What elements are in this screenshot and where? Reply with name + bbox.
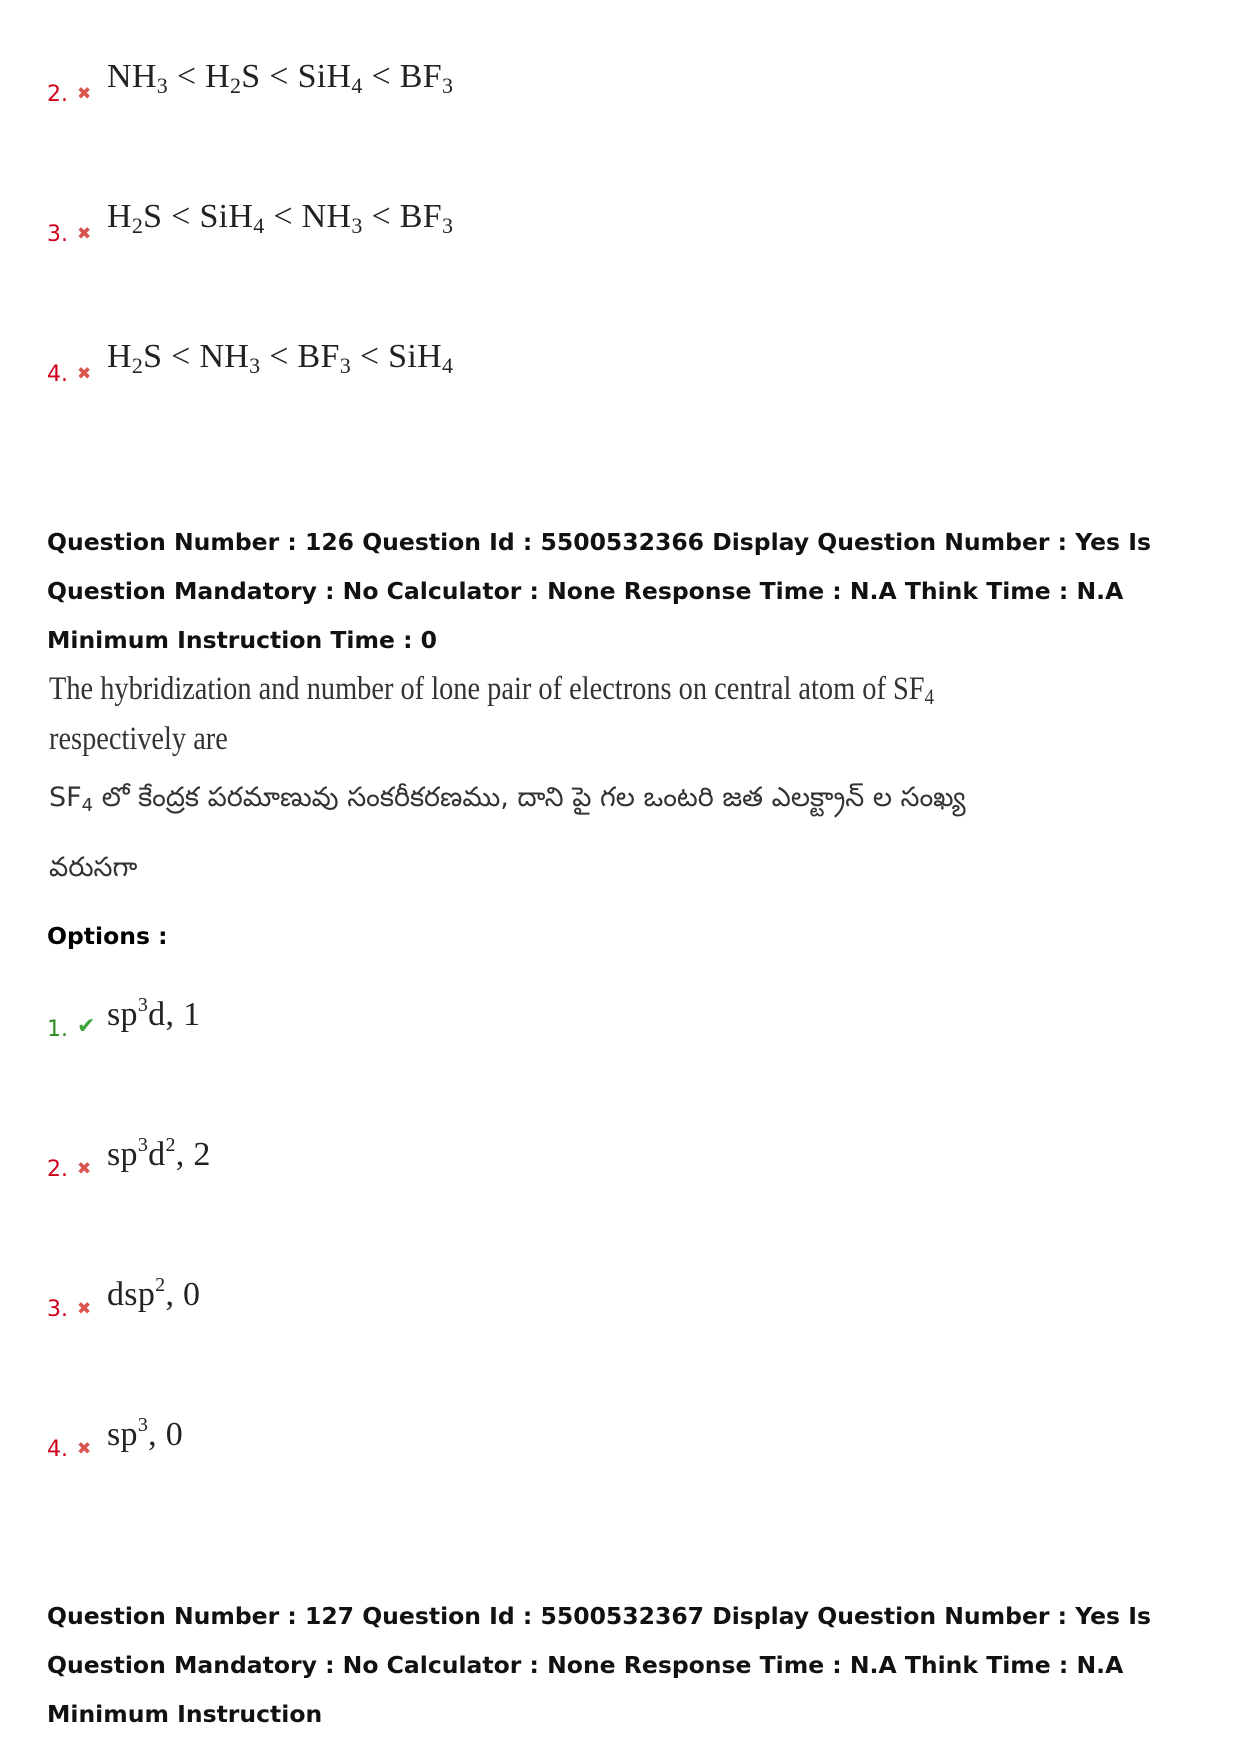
options-label: Options :	[47, 922, 168, 950]
option-formula: $NH_3 < H_2S < SiH_4 < BF_3$	[107, 58, 454, 98]
check-icon: ✔	[77, 1014, 96, 1039]
question-text-te-line1: $SF_4$ లో కేంద్రక పరమాణువు సంకరీకరణము, దాని పై గల ఒంటరి జత ఎలక్ట్రాన్ ల సంఖ్య	[49, 782, 966, 816]
option-formula: $sp^3d$, 1	[107, 994, 201, 1033]
prev-option-3	[47, 198, 454, 247]
prev-option-4	[47, 338, 454, 387]
option-formula: $H_2S < SiH_4 < NH_3 < BF_3$	[107, 198, 454, 238]
option-formula: $sp^3$, 0	[107, 1414, 184, 1453]
cross-icon: ✖	[77, 84, 92, 104]
option-formula: dsp$^2$, 0	[107, 1274, 201, 1313]
option-number: 3.	[47, 1297, 68, 1322]
option-number: 4.	[47, 362, 68, 387]
cross-icon: ✖	[77, 1439, 92, 1459]
option-number: 4.	[47, 1437, 68, 1462]
option-1	[47, 994, 201, 1042]
question-text-en: The hybridization and number of lone pair of electrons on central atom of $SF_4$ respectively are	[49, 671, 935, 757]
question-text-te-line2: వరుసగా	[49, 852, 138, 883]
option-4	[47, 1414, 184, 1462]
option-number: 2.	[47, 82, 68, 107]
option-number: 2.	[47, 1157, 68, 1182]
option-2	[47, 1134, 211, 1182]
cross-icon: ✖	[77, 1299, 92, 1319]
cross-icon: ✖	[77, 1159, 92, 1179]
option-number: 1.	[47, 1017, 68, 1042]
option-formula: $sp^3d^2$, 2	[107, 1134, 211, 1173]
question-meta-126: Question Number : 126 Question Id : 5500532366 Display Question Number : Yes Is Question Mandatory : No Calculator : None Response Time : N.A Think Time : N.A Minimum Instruction Time : 0	[47, 528, 1151, 654]
cross-icon: ✖	[77, 364, 92, 384]
option-formula: $H_2S < NH_3 < BF_3 < SiH_4$	[107, 338, 454, 378]
option-number: 3.	[47, 222, 68, 247]
prev-option-2	[47, 58, 454, 107]
cross-icon: ✖	[77, 224, 92, 244]
option-3	[47, 1274, 201, 1322]
question-meta-127: Question Number : 127 Question Id : 5500532367 Display Question Number : Yes Is Question Mandatory : No Calculator : None Response Time : N.A Think Time : N.A Minimum Instruction	[47, 1602, 1151, 1728]
